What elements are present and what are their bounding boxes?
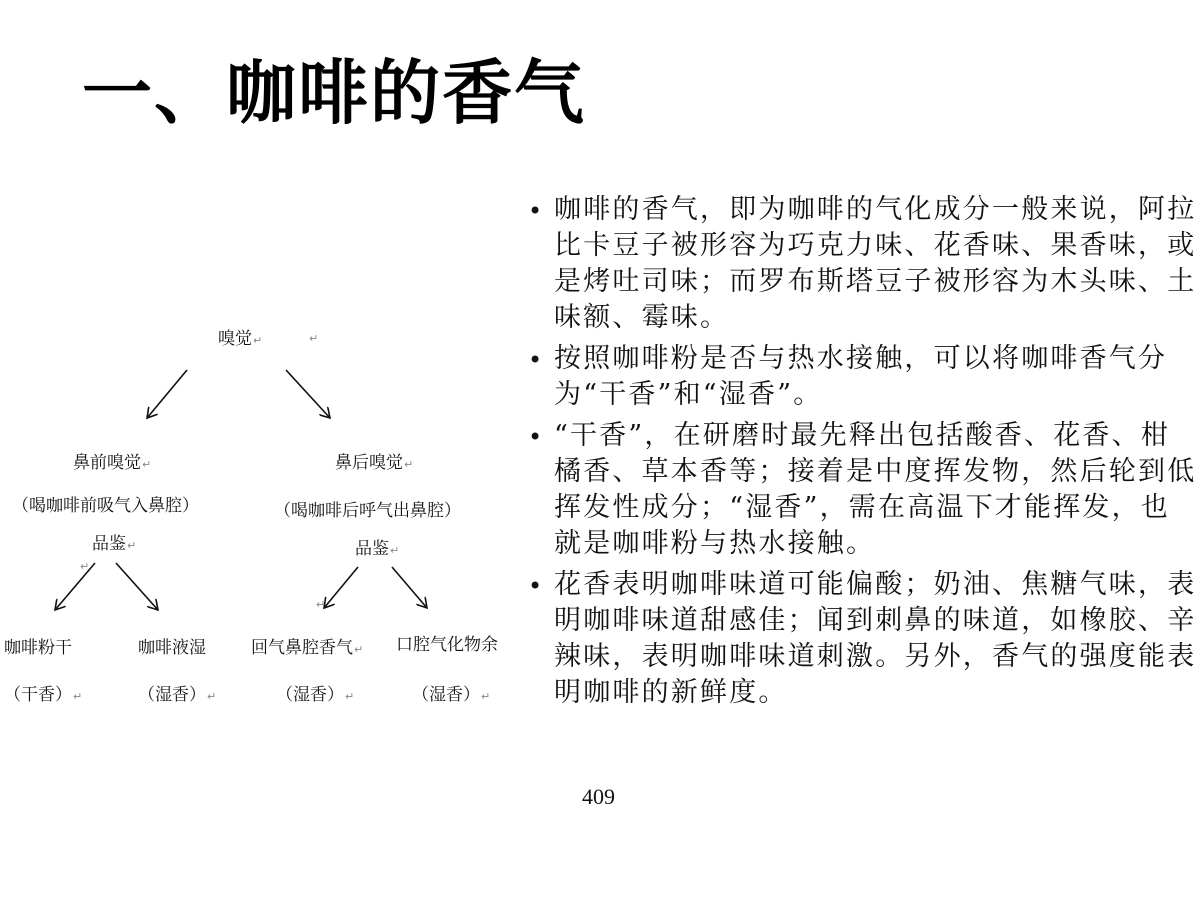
bullet-item — [526, 418, 1198, 562]
leaf-4-type — [412, 680, 490, 705]
leaf-1-type — [4, 680, 82, 705]
bullet-dot: • — [528, 346, 545, 374]
paragraph-mark: ↵ — [345, 690, 355, 703]
paragraph-mark: ↵ — [390, 544, 400, 557]
diagram-root — [218, 324, 262, 349]
arrow-right-to-leaf4 — [392, 567, 427, 608]
leaf-2-type — [138, 680, 216, 705]
bullet-dot: • — [528, 197, 545, 225]
bullet-item — [526, 192, 1198, 336]
root-label: 嗅觉 — [218, 329, 252, 349]
paragraph-mark: ↵ — [481, 690, 491, 703]
page-title: 一、咖啡的香气 — [82, 52, 586, 134]
bullet-text: 按照咖啡粉是否与热水接触，可以将咖啡香气分为“干香”和“湿香”。 — [554, 343, 1168, 410]
bullet-dot: • — [528, 423, 545, 451]
left-branch-text: 鼻前嗅觉 — [73, 453, 141, 473]
page-number: 409 — [582, 784, 615, 809]
leaf-1-label: 咖啡粉干 — [4, 638, 72, 658]
left-branch-note-text: 品鉴 — [92, 534, 126, 554]
bullet-dot: • — [528, 572, 545, 600]
bullet-item — [526, 567, 1198, 711]
paragraph-mark: ↵ — [80, 560, 90, 573]
right-branch-text: 鼻后嗅觉 — [335, 453, 403, 473]
paragraph-mark: ↵ — [253, 334, 263, 347]
bullet-text: 咖啡的香气，即为咖啡的气化成分一般来说，阿拉比卡豆子被形容为巧克力味、花香味、果香味，或是烤吐司味；而罗布斯塔豆子被形容为木头味、土味额、霉味。 — [554, 194, 1197, 333]
paragraph-mark: ↵ — [316, 598, 326, 611]
leaf-3-label — [251, 633, 363, 658]
right-branch-desc: （喝咖啡后呼气出鼻腔） — [274, 501, 461, 521]
arrow-left-to-leaf2 — [116, 563, 158, 610]
bullet-item — [526, 341, 1198, 413]
left-branch-note — [92, 529, 136, 554]
leaf-3-label-text: 回气鼻腔香气 — [251, 638, 353, 658]
left-branch-desc: （喝咖啡前吸气入鼻腔） — [12, 496, 199, 516]
paragraph-mark: ↵ — [73, 690, 83, 703]
leaf-2-type-text: （湿香） — [138, 685, 206, 705]
paragraph-mark: ↵ — [127, 539, 137, 552]
right-branch-note-text: 品鉴 — [355, 539, 389, 559]
arrow-right-to-leaf3 — [324, 567, 358, 608]
bullet-text: 花香表明咖啡味道可能偏酸；奶油、焦糖气味，表明咖啡味道甜感佳；闻到刺鼻的味道，如橡胶、辛辣味，表明咖啡味道刺激。另外，香气的强度能表明咖啡的新鲜度。 — [554, 569, 1197, 708]
paragraph-mark: ↵ — [142, 458, 152, 471]
bullet-text: “干香”，在研磨时最先释出包括酸香、花香、柑橘香、草本香等；接着是中度挥发物，然后轮到低挥发性成分；“湿香”，需在高温下才能挥发，也就是咖啡粉与热水接触。 — [554, 420, 1197, 559]
aroma-tree-diagram — [0, 300, 520, 720]
left-branch-label — [73, 448, 151, 473]
leaf-3-type-text: （湿香） — [276, 685, 344, 705]
arrow-root-to-left — [147, 370, 187, 418]
arrow-root-to-right — [286, 370, 330, 418]
right-branch-note — [355, 534, 399, 559]
paragraph-mark: ↵ — [354, 643, 364, 656]
leaf-4-type-text: （湿香） — [412, 685, 480, 705]
right-branch-label — [335, 448, 413, 473]
paragraph-mark: ↵ — [309, 332, 319, 345]
leaf-2-label: 咖啡液湿 — [138, 638, 206, 658]
paragraph-mark: ↵ — [207, 690, 217, 703]
leaf-1-type-text: （干香） — [4, 685, 72, 705]
bullet-list — [526, 192, 1198, 716]
leaf-3-type — [276, 680, 354, 705]
paragraph-mark: ↵ — [404, 458, 414, 471]
leaf-4-label: 口腔气化物余 — [396, 635, 498, 655]
